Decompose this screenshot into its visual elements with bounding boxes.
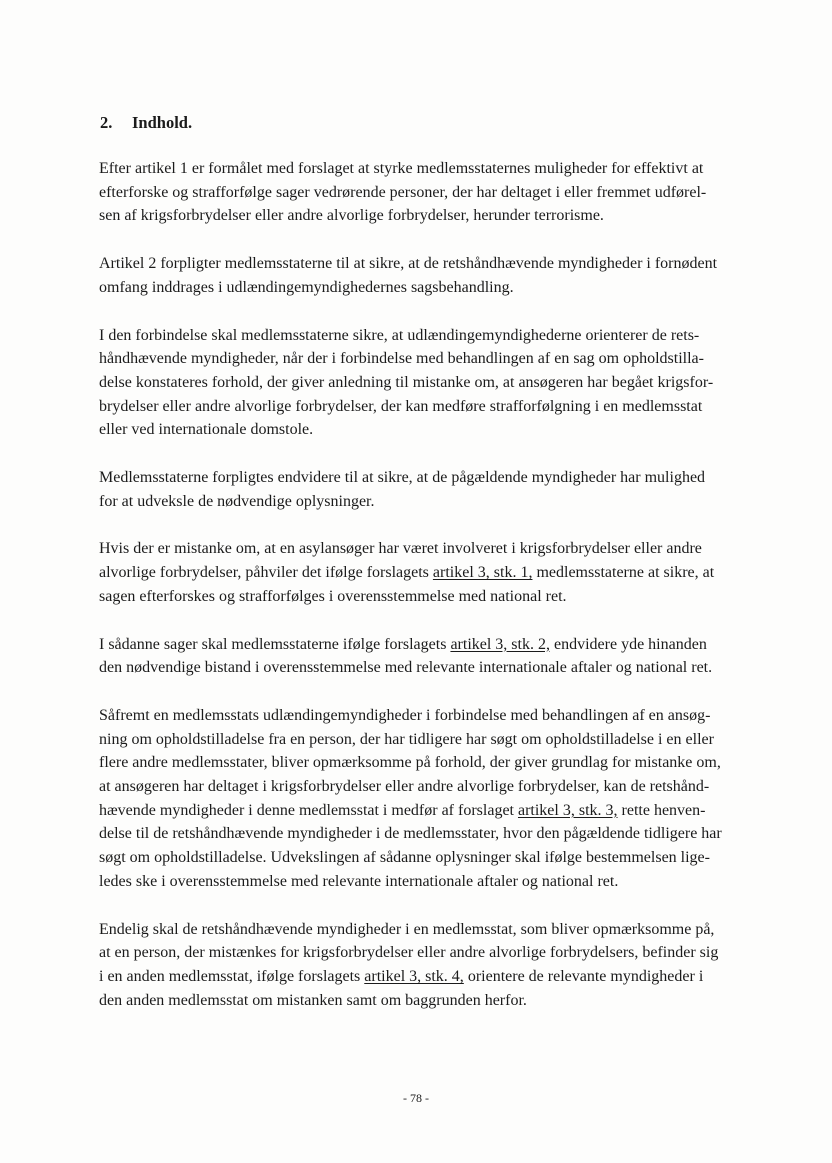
text-line <box>99 252 759 276</box>
text-line <box>99 704 759 728</box>
text-line <box>99 395 759 419</box>
text-segment: Efter artikel 1 er formålet med forslaget at styrke medlemsstaternes muligheder for effektivt at <box>99 160 704 177</box>
text-line <box>99 324 759 348</box>
text-segment: rette henven- <box>617 801 706 819</box>
article-reference: artikel 3, stk. 2, <box>450 635 550 653</box>
text-line <box>99 157 759 181</box>
paragraph <box>99 537 759 608</box>
section-number: 2. <box>100 113 113 132</box>
text-line <box>99 989 759 1013</box>
text-segment: at ansøgeren har deltaget i krigsforbrydelser eller andre alvorlige forbrydelser, kan de retshånd- <box>99 778 710 796</box>
paragraph <box>99 704 759 894</box>
text-segment: I sådanne sager skal medlemsstaterne ifølge forslagets <box>99 635 451 653</box>
text-segment: endvidere yde hinanden <box>549 635 707 653</box>
text-line <box>99 418 759 442</box>
text-segment: eller ved internationale domstole. <box>99 421 314 439</box>
text-segment: omfang inddrages i udlændingemyndighedernes sagsbehandling. <box>99 278 514 296</box>
text-line <box>99 799 759 823</box>
text-segment: den nødvendige bistand i overensstemmelse med relevante internationale aftaler og national ret. <box>99 659 713 677</box>
text-line <box>99 870 759 894</box>
text-line <box>99 846 759 870</box>
text-segment: ning om opholdstilladelse fra en person, der har tidligere har søgt om opholdstilladelse i en eller <box>99 730 714 748</box>
text-segment: brydelser eller andre alvorlige forbrydelser, der kan medføre strafforfølgning i en medlemsstat <box>99 397 703 415</box>
page-number: - 78 - <box>403 1091 429 1105</box>
text-segment: delse til de retshåndhævende myndigheder i de medlemsstater, hvor den pågældende tidligere har <box>99 825 722 843</box>
text-segment: Endelig skal de retshåndhævende myndigheder i en medlemsstat, som bliver opmærksomme på, <box>99 920 715 938</box>
text-segment: Såfremt en medlemsstats udlændingemyndigheder i forbindelse med behandlingen af en ansøg- <box>99 706 711 724</box>
text-segment: alvorlige forbrydelser, påhviler det ifølge forslagets <box>99 564 433 582</box>
text-segment: den anden medlemsstat om mistanken samt om baggrunden herfor. <box>99 991 527 1009</box>
text-line <box>99 585 759 609</box>
text-line <box>99 822 759 846</box>
text-segment: søgt om opholdstilladelse. Udvekslingen af sådanne oplysninger skal ifølge bestemmelsen lige- <box>99 849 710 867</box>
article-reference: artikel 3, stk. 1, <box>432 564 533 582</box>
text-line <box>99 941 759 965</box>
text-segment: håndhævende myndigheder, når der i forbindelse med behandlingen af en sag om opholdstilla- <box>99 350 704 368</box>
section-title: Indhold. <box>132 113 193 132</box>
text-segment: medlemsstaterne at sikre, at <box>532 564 715 582</box>
text-segment: sen af krigsforbrydelser eller andre alvorlige forbrydelser, herunder terrorisme. <box>99 207 604 225</box>
text-line <box>99 751 759 775</box>
paragraph <box>99 466 759 513</box>
paragraph <box>99 157 759 228</box>
text-segment: Medlemsstaterne forpligtes endvidere til at sikre, at de pågældende myndigheder har mulighed <box>99 469 706 487</box>
article-reference: artikel 3, stk. 4, <box>364 967 464 985</box>
text-line <box>99 561 759 585</box>
text-line <box>99 656 759 680</box>
paragraph <box>99 918 759 1013</box>
paragraph <box>99 252 759 299</box>
text-segment: delse konstateres forhold, der giver anledning til mistanke om, at ansøgeren har begået krigsfor- <box>99 373 714 391</box>
text-segment: i en anden medlemsstat, ifølge forslagets <box>99 967 365 985</box>
text-segment: Hvis der er mistanke om, at en asylansøger har været involveret i krigsforbrydelser eller andre <box>99 540 702 558</box>
text-line <box>99 775 759 799</box>
text-line <box>99 371 759 395</box>
text-segment: for at udveksle de nødvendige oplysninger. <box>99 492 375 510</box>
text-line <box>99 276 759 300</box>
text-segment: flere andre medlemsstater, bliver opmærksomme på forhold, der giver grundlag for mistanke om, <box>99 754 721 772</box>
text-line <box>99 965 759 989</box>
text-line <box>99 918 759 942</box>
text-line <box>99 537 759 561</box>
text-segment: efterforske og strafforfølge sager vedrørende personer, der har deltaget i eller fremmet udførel- <box>99 183 707 201</box>
text-segment: hævende myndigheder i denne medlemsstat i medfør af forslaget <box>99 801 518 819</box>
text-segment: Artikel 2 forpligter medlemsstaterne til at sikre, at de retshåndhævende myndigheder i fornødent <box>99 255 718 273</box>
text-line <box>99 347 759 371</box>
article-reference: artikel 3, stk. 3, <box>517 801 618 819</box>
paragraph <box>99 633 759 680</box>
text-segment: I den forbindelse skal medlemsstaterne sikre, at udlændingemyndighederne orienterer de rets- <box>99 326 700 344</box>
text-line <box>99 490 759 514</box>
text-line <box>99 633 759 657</box>
text-segment: orientere de relevante myndigheder i <box>463 967 704 985</box>
text-line <box>99 466 759 490</box>
section-heading <box>100 111 192 135</box>
text-line <box>99 181 759 205</box>
text-line <box>99 204 759 228</box>
paragraph <box>99 324 759 443</box>
document-body <box>99 157 759 1036</box>
text-segment: sagen efterforskes og strafforfølges i overensstemmelse med national ret. <box>99 587 567 605</box>
text-segment: at en person, der mistænkes for krigsforbrydelser eller andre alvorlige forbrydelsers, befinder sig <box>99 944 719 962</box>
text-line <box>99 728 759 752</box>
text-segment: ledes ske i overensstemmelse med relevante internationale aftaler og national ret. <box>99 872 619 890</box>
